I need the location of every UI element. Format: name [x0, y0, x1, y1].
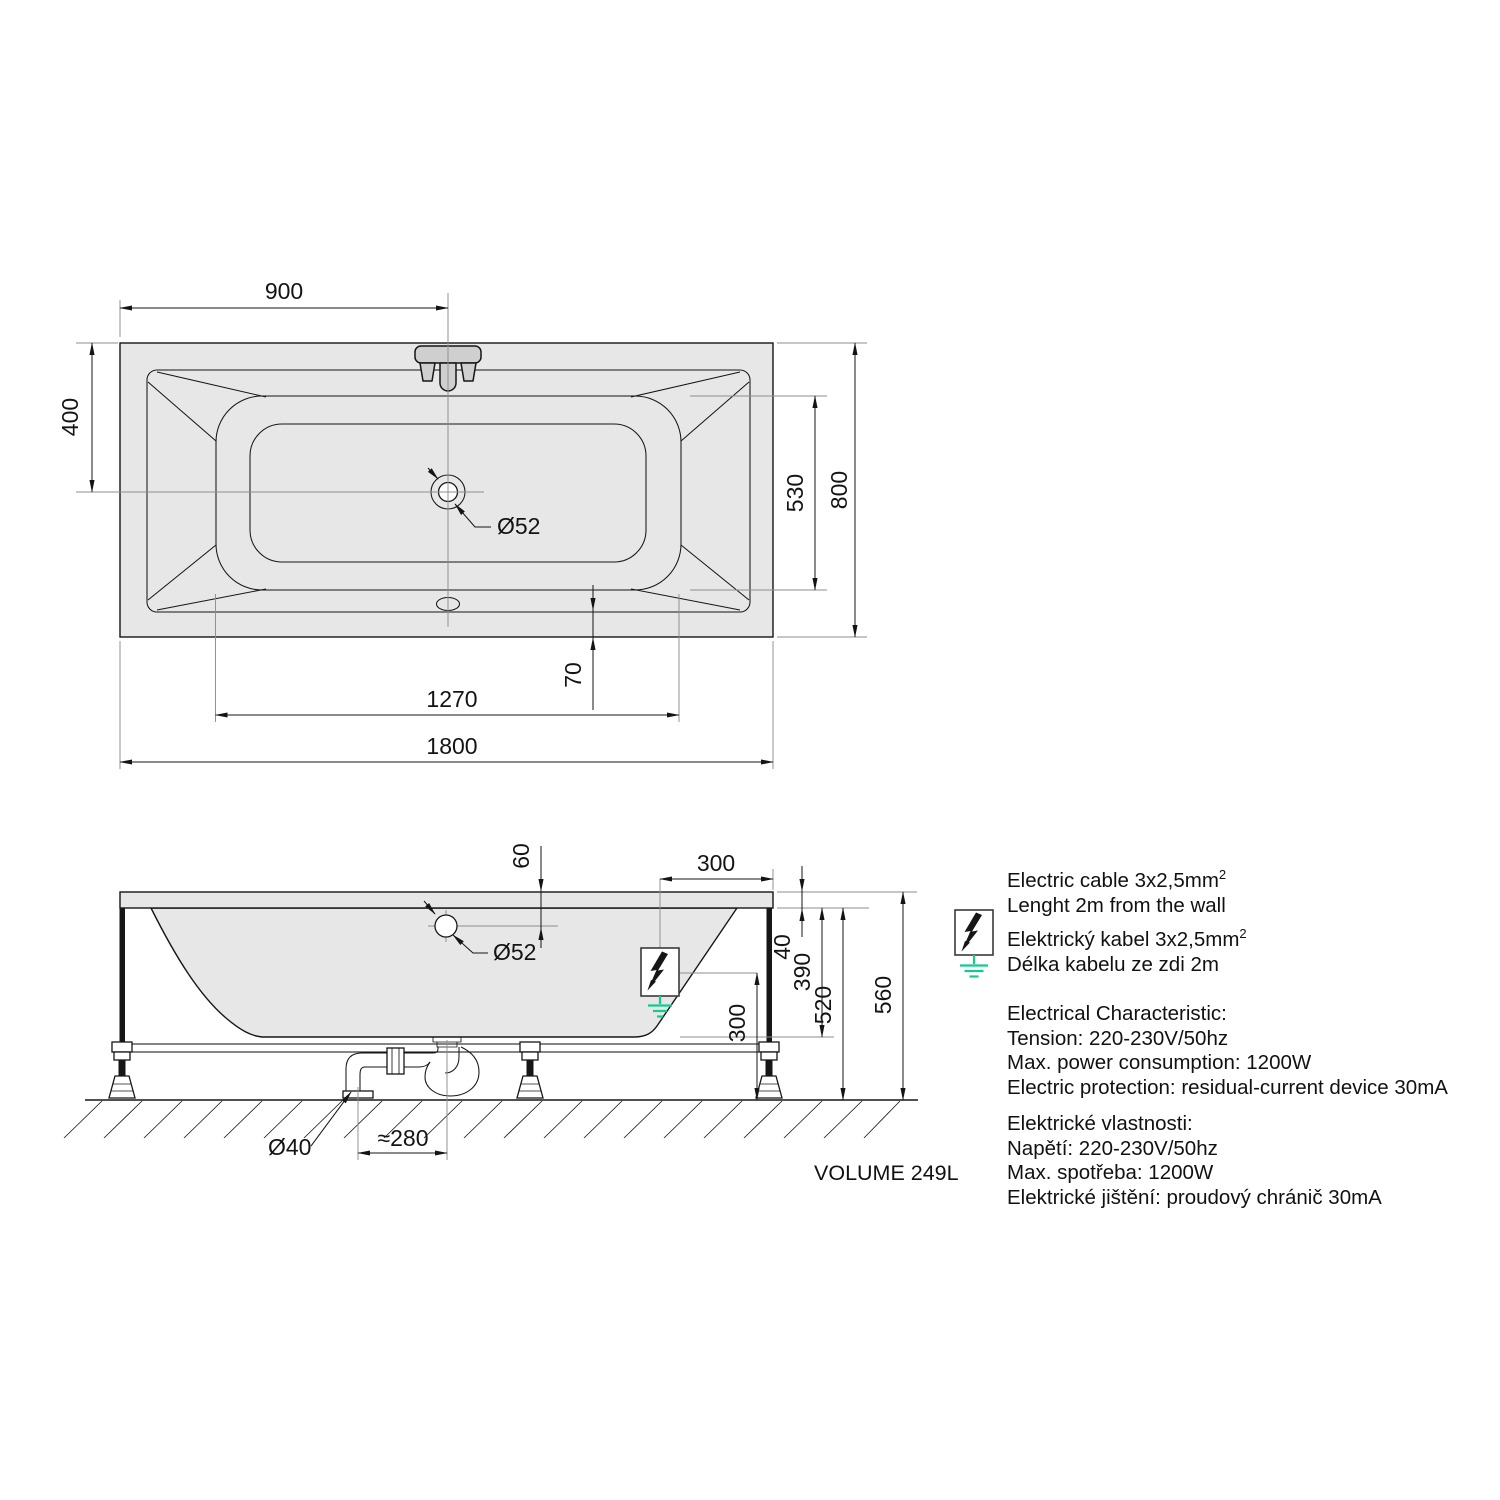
frame-post-left	[120, 908, 126, 1044]
floor-hatching	[64, 1101, 900, 1138]
dim-label-900: 900	[264, 278, 304, 304]
dimension-height-560	[870, 892, 903, 1100]
electrical-en-tension: Tension: 220-230V/50hz	[1007, 1027, 1229, 1050]
dim-label-800: 800	[826, 470, 852, 510]
dim-label-drain-diameter-side: Ø52	[493, 939, 537, 965]
cable-note-en-sup: 2	[1218, 867, 1227, 883]
dim-label-drain-diameter: Ø52	[497, 513, 541, 539]
electrical-cz-heading: Elektrické vlastnosti:	[1007, 1112, 1193, 1135]
dim-label-530: 530	[782, 473, 808, 513]
dim-label-waste-diameter: Ø40	[268, 1134, 312, 1160]
cable-note-cz-sup: 2	[1239, 926, 1247, 942]
siphon-trap	[343, 1047, 479, 1098]
top-view	[57, 278, 867, 769]
dim-label-70: 70	[560, 662, 586, 688]
dimension-cable-height-300	[724, 973, 757, 1100]
dimension-faucet-900	[120, 278, 448, 337]
frame-foot	[517, 1042, 543, 1098]
dim-label-390: 390	[789, 952, 815, 992]
frame-post-right	[767, 908, 773, 1044]
electrical-en-power: Max. power consumption: 1200W	[1007, 1051, 1312, 1074]
frame-foot	[109, 1042, 135, 1098]
cable-note-en-text: Electric cable 3x2,5mm	[1007, 869, 1219, 892]
dim-label-1800: 1800	[426, 733, 478, 759]
tub-rim-profile	[120, 892, 773, 908]
electrical-cz-voltage: Napětí: 220-230V/50hz	[1007, 1137, 1218, 1160]
cable-note-cz-text: Elektrický kabel 3x2,5mm	[1007, 928, 1240, 951]
waste-diameter-callout	[268, 1092, 351, 1160]
volume-label: VOLUME 249L	[814, 1161, 959, 1185]
dim-label-300-top: 300	[696, 850, 736, 876]
legend-electric-symbol	[955, 910, 993, 977]
cable-note-cz-line2: Délka kabelu ze zdi 2m	[1007, 953, 1219, 976]
dim-label-280: ≈280	[377, 1125, 429, 1151]
frame-foot	[756, 1042, 782, 1098]
cable-note-cz-line1	[1007, 928, 1247, 952]
dim-label-300-right: 300	[724, 1003, 750, 1043]
electrical-cz-power: Max. spotřeba: 1200W	[1007, 1161, 1214, 1184]
dim-label-400: 400	[57, 397, 83, 437]
dim-label-560: 560	[870, 975, 896, 1015]
ground-icon	[960, 955, 988, 977]
dimension-cable-inset-300	[660, 850, 773, 890]
dim-label-520: 520	[810, 985, 836, 1025]
frame-rail	[112, 1044, 778, 1052]
dimension-drain-400	[57, 343, 118, 492]
electrical-en-heading: Electrical Characteristic:	[1007, 1002, 1227, 1025]
electrical-cz-protection: Elektrické jištění: proudový chránič 30mA	[1007, 1186, 1382, 1209]
dim-label-40: 40	[769, 934, 795, 960]
dim-label-1270: 1270	[426, 686, 478, 712]
cable-note-en-line2: Lenght 2m from the wall	[1007, 894, 1226, 917]
electrical-en-protection: Electric protection: residual-current device 30mA	[1007, 1076, 1448, 1099]
dim-label-60: 60	[508, 843, 534, 869]
side-view	[64, 843, 918, 1160]
cable-note-en-line1	[1007, 869, 1226, 893]
dimension-under-rim-520	[810, 908, 843, 1100]
